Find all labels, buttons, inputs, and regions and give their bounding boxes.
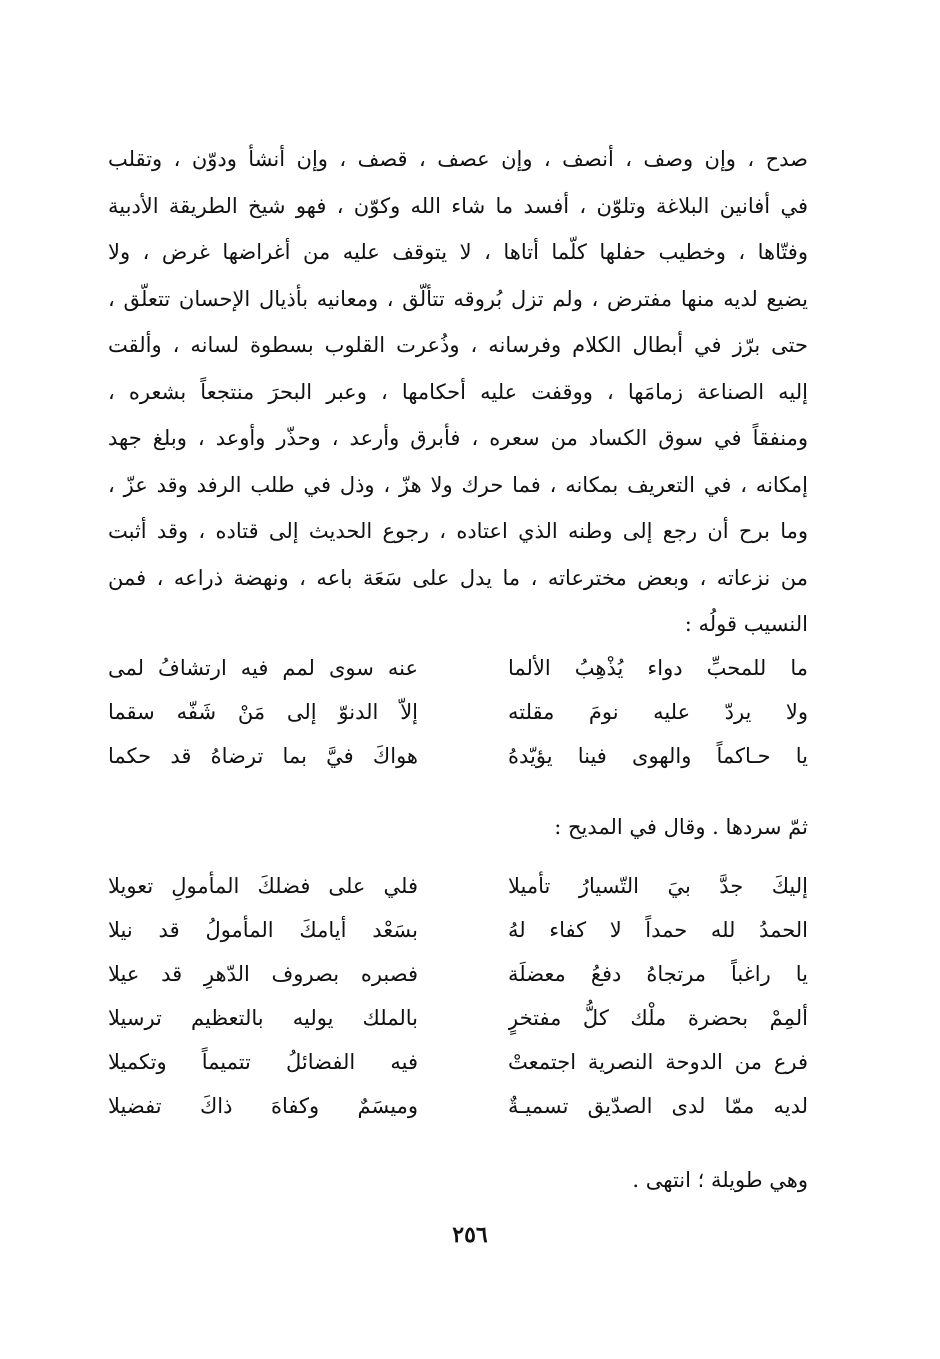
prose-line: إمكانه ، في التعريف بمكانه ، فما حرك ولا هزّ ، وذل في طلب الرفد وقد عزّ ، (108, 472, 808, 497)
verse-first-hemistich: ولا يردّ عليه نومَ مقلته (508, 700, 808, 724)
verse-second-hemistich: بالملك يوليه بالتعظيم ترسيلا (108, 1006, 418, 1030)
verse (108, 1084, 808, 1128)
prose-line: ومنفقاً في سوق الكساد من سعره ، فأبرق وأرعد ، وحذّر وأوعد ، وبلغ جهد (108, 426, 808, 450)
prose-line: إليه الصناعة زمامَها ، ووقفت عليه أحكامها ، وعبر البحرَ منتجعاً بشعره ، (108, 379, 808, 404)
verse-first-hemistich: يا راغباً مرتجاهُ دفعُ معضلَة (508, 962, 808, 986)
transition-line: ثمّ سردها . وقال في المديح : (554, 815, 808, 839)
verse-second-hemistich: عنه سوى لمم فيه ارتشافُ لمى (108, 656, 418, 680)
verse-first-hemistich: ألمِمْ بحضرة ملْك كلُّ مفتخرٍ (508, 1006, 808, 1030)
verse-first-hemistich: إليكَ جدَّ بيَ التّسيارُ تأميلا (508, 874, 808, 898)
verse (108, 734, 808, 778)
prose-line: من نزعاته ، وبعض مخترعاته ، ما يدل على سَعَة باعه ، ونهضة ذراعه ، فمن (108, 565, 808, 590)
prose-line: في أفانين البلاغة وتلوّن ، أفسد ما شاء الله وكوّن ، فهو شيخ الطريقة الأدبية (108, 193, 808, 218)
verse (108, 996, 808, 1040)
verse-second-hemistich: هواكَ فيَّ بما ترضاهُ قد حكما (108, 744, 418, 768)
prose-line: صدح ، وإن وصف ، أنصف ، وإن عصف ، قصف ، وإن أنشأ ودوّن ، وتقلب (108, 147, 808, 171)
verse-first-hemistich: لديه ممّا لدى الصدّيق تسميـةٌ (508, 1094, 808, 1118)
verse (108, 690, 808, 734)
verse (108, 952, 808, 996)
verse-second-hemistich: إلاّ الدنوّ إلى مَنْ شَفّه سقما (108, 700, 418, 724)
prose-line: يضيع لديه منها مفترض ، ولم تزل بُروقه تتألّق ، ومعانيه بأذيال الإحسان تتعلّق ، (108, 286, 808, 311)
page-number: ٢٥٦ (452, 1222, 488, 1248)
prose-line: وما برح أن رجع إلى وطنه الذي اعتاده ، رجوع الحديث إلى قتاده ، وقد أثبت (108, 519, 808, 543)
verse (108, 908, 808, 952)
verse-second-hemistich: بسَعْد أيامكَ المأمولُ قد نيلا (108, 918, 418, 942)
verse-first-hemistich: فرع من الدوحة النصرية اجتمعتْ (508, 1050, 808, 1074)
poem-nasib (108, 646, 808, 778)
closing-line: وهي طويلة ؛ انتهى . (632, 1168, 808, 1192)
verse (108, 1040, 808, 1084)
prose-line: حتى برّز في أبطال الكلام وفرسانه ، وذُعرت القلوب بسطوة لسانه ، وألقت (108, 333, 808, 357)
prose-line: وفتّاها ، وخطيب حفلها كلّما أتاها ، لا يتوقف عليه من أغراضها غرض ، ولا (108, 240, 808, 264)
verse-second-hemistich: وميسَمٌ وكفاهَ ذاكَ تفضيلا (108, 1094, 418, 1118)
verse (108, 646, 808, 690)
verse-first-hemistich: الحمدُ لله حمداً لا كفاء لهُ (508, 918, 808, 942)
prose-line: النسيب قولُه : (684, 612, 808, 636)
poem-madih (108, 864, 808, 1128)
verse (108, 864, 808, 908)
verse-first-hemistich: يا حـاكماً والهوى فينا يؤيّدهُ (508, 744, 808, 768)
verse-second-hemistich: فيه الفضائلُ تتميماً وتكميلا (108, 1050, 418, 1074)
verse-second-hemistich: فلي على فضلكَ المأمولِ تعويلا (108, 874, 418, 898)
verse-first-hemistich: ما للمحبِّ دواء يُذْهِبُ الألما (508, 656, 808, 680)
verse-second-hemistich: فصبره بصروف الدّهرِ قد عيلا (108, 962, 418, 986)
prose-paragraph (108, 136, 808, 648)
